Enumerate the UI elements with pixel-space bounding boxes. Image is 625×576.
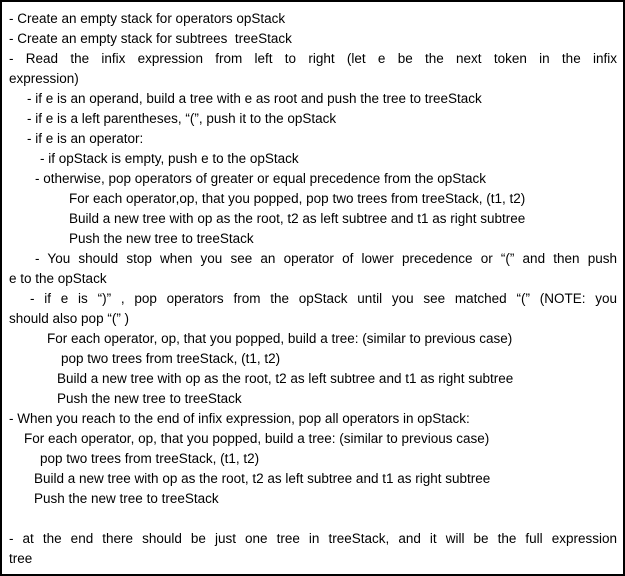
text-line: - at the end there should be just one tree in treeStack, and it will be the full expression (9, 531, 617, 546)
text-line: Push the new tree to treeStack (57, 391, 242, 406)
text-line: Build a new tree with op as the root, t2 as left subtree and t1 as right subtree (34, 471, 491, 486)
text-line: pop two trees from treeStack, (t1, t2) (61, 351, 281, 366)
text-line: - otherwise, pop operators of greater or equal precedence from the opStack (35, 171, 487, 186)
text-line: - if e is an operand, build a tree with e as root and push the tree to treeStack (27, 91, 482, 106)
text-line: - You should stop when you see an operator of lower precedence or “(” and then push (35, 251, 617, 266)
text-line: Build a new tree with op as the root, t2 as left subtree and t1 as right subtree (69, 211, 526, 226)
text-line: - if e is a left parentheses, “(”, push it to the opStack (27, 111, 337, 126)
text-line: - if e is “)” , pop operators from the opStack until you see matched “(” (NOTE: you (30, 291, 617, 306)
text-line: tree (9, 551, 33, 566)
text-line: Build a new tree with op as the root, t2 as left subtree and t1 as right subtree (57, 371, 514, 386)
text-line: - if e is an operator: (27, 131, 144, 146)
text-line: pop two trees from treeStack, (t1, t2) (40, 451, 260, 466)
text-line: should also pop “(” ) (9, 311, 130, 326)
text-line: Push the new tree to treeStack (69, 231, 254, 246)
text-line: For each operator,op, that you popped, pop two trees from treeStack, (t1, t2) (69, 191, 526, 206)
text-line: - Create an empty stack for operators opStack (9, 11, 286, 26)
text-line: expression) (9, 71, 79, 86)
text-line: - Create an empty stack for subtrees treeStack (9, 31, 292, 46)
text-line: For each operator, op, that you popped, build a tree: (similar to previous case) (24, 431, 490, 446)
text-line: e to the opStack (9, 271, 107, 286)
text-line: - When you reach to the end of infix expression, pop all operators in opStack: (9, 411, 470, 426)
text-line: For each operator, op, that you popped, build a tree: (similar to previous case) (47, 331, 513, 346)
text-line: Push the new tree to treeStack (34, 491, 219, 506)
blank-line (9, 509, 617, 529)
text-line: - Read the infix expression from left to right (let e be the next token in the infix (9, 51, 617, 66)
text-line: - if opStack is empty, push e to the opStack (40, 151, 299, 166)
